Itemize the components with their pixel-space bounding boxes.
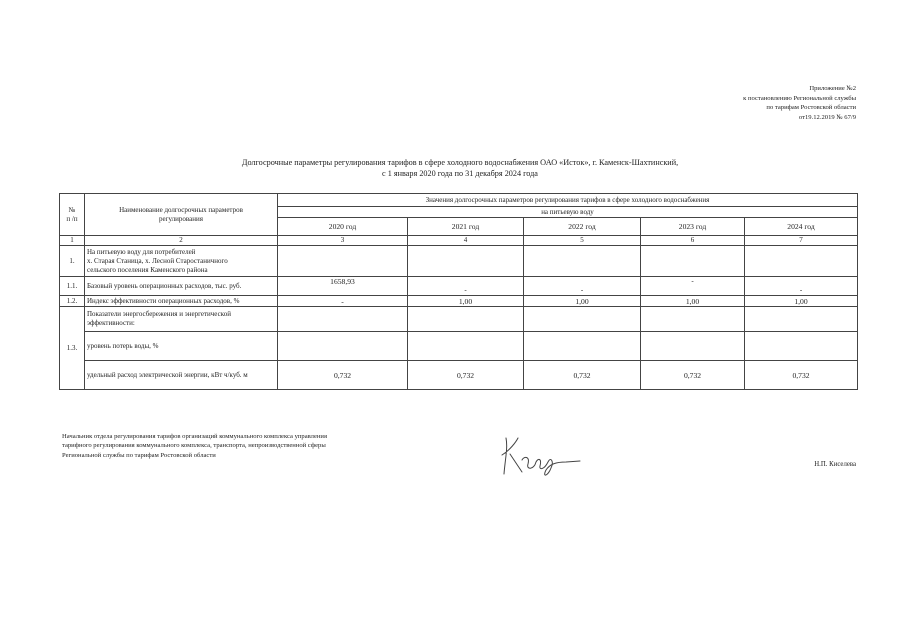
- row-no: 1.3.: [60, 307, 85, 390]
- title-line-1: Долгосрочные параметры регулирования тарифов в сфере холодного водоснабжения ОАО «Исток», г. Каменск-Шахтинский,: [241, 158, 679, 167]
- value-cell: 0,732: [524, 361, 641, 390]
- value-cell: -: [745, 277, 858, 296]
- value-cell: 1,00: [408, 296, 524, 307]
- table-row: [60, 361, 858, 390]
- value-cell: [278, 332, 408, 361]
- table-row: [60, 277, 858, 296]
- value-cell: [641, 332, 745, 361]
- signatory-name: Н.П. Киселева: [814, 461, 856, 468]
- appendix-line: от19.12.2019 № 67/9: [798, 113, 856, 121]
- value-cell: 0,732: [408, 361, 524, 390]
- value-cell: 1,00: [524, 296, 641, 307]
- col-number: 3: [278, 236, 408, 246]
- value-cell: -: [641, 277, 745, 296]
- value-cell: [745, 246, 858, 277]
- col-number: 7: [745, 236, 858, 246]
- value-cell: [641, 246, 745, 277]
- parameters-table: [59, 193, 858, 390]
- row-no: 1.: [60, 246, 85, 277]
- value-cell: [524, 246, 641, 277]
- col-number: 2: [85, 236, 278, 246]
- header-values-title: Значения долгосрочных параметров регулирования тарифов в сфере холодного водоснабжения: [278, 194, 858, 207]
- value-cell: -: [278, 296, 408, 307]
- col-number: 1: [60, 236, 85, 246]
- value-cell: [524, 307, 641, 332]
- value-cell: 0,732: [745, 361, 858, 390]
- row-name: Базовый уровень операционных расходов, тыс. руб.: [85, 277, 278, 296]
- document-title: [0, 158, 905, 180]
- value-cell: 1,00: [641, 296, 745, 307]
- col-number: 5: [524, 236, 641, 246]
- table-row: [60, 246, 858, 277]
- value-cell: [641, 307, 745, 332]
- table-row: [60, 332, 858, 361]
- col-number: 6: [641, 236, 745, 246]
- title-line-2: с 1 января 2020 года по 31 декабря 2024 года: [382, 168, 538, 178]
- value-cell: 0,732: [641, 361, 745, 390]
- value-cell: [408, 307, 524, 332]
- value-cell: [408, 246, 524, 277]
- year-cell: 2023 год: [641, 218, 745, 236]
- value-cell: [278, 246, 408, 277]
- row-name: Индекс эффективности операционных расходов, %: [85, 296, 278, 307]
- column-numbers-row: [60, 236, 858, 246]
- col-number: 4: [408, 236, 524, 246]
- row-name: уровень потерь воды, %: [85, 332, 278, 361]
- row-name: Показатели энергосбережения и энергетической эффективности:: [85, 307, 278, 332]
- year-cell: 2021 год: [408, 218, 524, 236]
- appendix-line: к постановлению Региональной службы: [743, 94, 856, 102]
- year-cell: 2020 год: [278, 218, 408, 236]
- value-cell: -: [408, 277, 524, 296]
- year-cell: 2024 год: [745, 218, 858, 236]
- value-cell: [408, 332, 524, 361]
- value-cell: -: [524, 277, 641, 296]
- appendix-line: по тарифам Ростовской области: [766, 104, 856, 112]
- header-subtitle: на питьевую воду: [278, 207, 858, 218]
- value-cell: [278, 307, 408, 332]
- row-no: 1.1.: [60, 277, 85, 296]
- header-no: № п /п: [60, 194, 85, 236]
- value-cell: 1,00: [745, 296, 858, 307]
- signatory-position: Начальник отдела регулирования тарифов организаций коммунального комплекса управления тарифного регулирования коммунального комплекса, транспорта, непроизводственной сферы Региональной службы по тарифам Ростовской области: [62, 433, 327, 459]
- table-row: [60, 307, 858, 332]
- header-row: [60, 194, 858, 207]
- appendix-note: [743, 84, 856, 122]
- year-cell: 2022 год: [524, 218, 641, 236]
- header-name: Наименование долгосрочных параметров регулирования: [85, 194, 278, 236]
- value-cell: [745, 307, 858, 332]
- row-name: удельный расход электрической энергии, кВт ч/куб. м: [85, 361, 278, 390]
- value-cell: [524, 332, 641, 361]
- value-cell: 0,732: [278, 361, 408, 390]
- handwritten-signature: [496, 430, 586, 480]
- row-no: 1.2.: [60, 296, 85, 307]
- value-cell: 1658,93: [278, 277, 408, 296]
- appendix-line: Приложение №2: [809, 85, 856, 92]
- table-row: [60, 296, 858, 307]
- row-name: На питьевую воду для потребителей х. Старая Станица, х. Лесной Старостаничного сельского поселения Каменского района: [85, 246, 278, 277]
- value-cell: [745, 332, 858, 361]
